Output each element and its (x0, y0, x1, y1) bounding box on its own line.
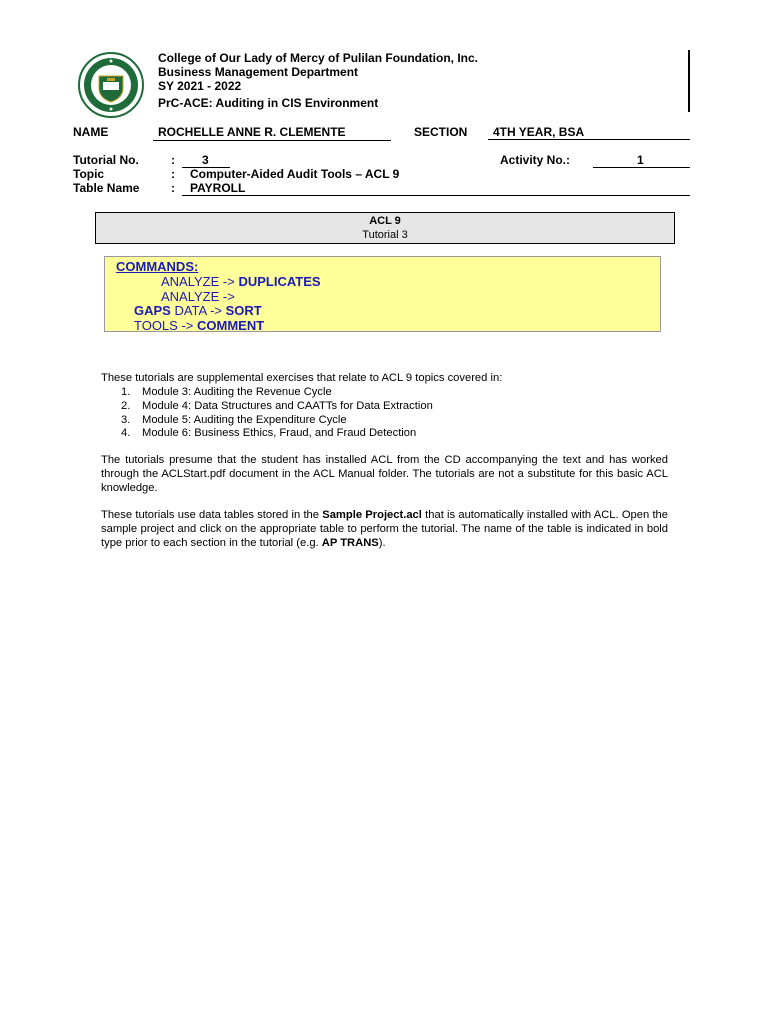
institution-name: College of Our Lady of Mercy of Pulilan Foundation, Inc. (158, 51, 479, 65)
list-item-text: Module 3: Auditing the Revenue Cycle (142, 386, 332, 398)
section-value: 4TH YEAR, BSA (493, 125, 585, 139)
table-name-label: Table Name (73, 181, 140, 195)
command-line-1-text: ANALYZE -> (161, 274, 239, 289)
list-item-number: 3. (121, 413, 131, 426)
department-name: Business Management Department (158, 65, 359, 79)
tutorial-value: 3 (202, 153, 209, 167)
para3-text-a: These tutorials use data tables stored in the (101, 509, 323, 521)
command-duplicates: DUPLICATES (238, 274, 321, 289)
list-item (121, 386, 433, 400)
para3-text-b: that is automatically installed with ACL. Open the sample project and click on the appropriate table to perform the tutorial. The name of the table is indicated in bold type prior to each section in the tutorial (e.g. (101, 509, 668, 549)
topic-value: Computer-Aided Audit Tools – ACL 9 (190, 167, 400, 181)
command-line-4-text: TOOLS -> (134, 318, 197, 333)
table-name-colon: : (171, 181, 175, 195)
list-item (121, 414, 433, 428)
command-comment: COMMENT (196, 318, 265, 333)
topic-colon: : (171, 167, 175, 181)
command-line-3-text: DATA -> (170, 303, 226, 318)
command-line-1 (161, 274, 321, 289)
command-line-2: ANALYZE -> (161, 289, 235, 304)
topic-label: Topic (73, 167, 105, 181)
command-gaps: GAPS (134, 303, 171, 318)
presumption-paragraph: The tutorials presume that the student has installed ACL from the CD accompanying the text and has worked through the ACLStart.pdf document in the ACL Manual folder. The tutorials are not a substitute for this basic ACL knowledge. (101, 454, 668, 494)
name-label: NAME (73, 125, 109, 139)
tutorial-label: Tutorial No. (73, 153, 139, 167)
ap-trans-example: AP TRANS (321, 536, 379, 549)
activity-label: Activity No.: (500, 153, 571, 167)
intro-text: These tutorials are supplemental exercises that relate to ACL 9 topics covered in: (101, 372, 503, 384)
commands-box (104, 256, 661, 332)
acl-subtitle: Tutorial 3 (362, 229, 408, 241)
activity-underline (593, 167, 690, 168)
college-seal-logo (78, 52, 144, 118)
section-underline (488, 139, 690, 140)
data-tables-paragraph (101, 509, 668, 550)
module-list (121, 386, 433, 441)
list-item (121, 427, 433, 441)
command-line-3 (134, 303, 262, 318)
list-item-text: Module 6: Business Ethics, Fraud, and Fraud Detection (142, 427, 417, 440)
activity-value: 1 (637, 153, 644, 167)
name-underline (153, 140, 391, 141)
para3-text-c: ). (378, 536, 386, 549)
commands-heading: COMMANDS: (116, 259, 199, 274)
list-item-number: 2. (121, 399, 131, 412)
command-sort: SORT (225, 303, 262, 318)
acl-title-box (95, 212, 675, 244)
school-year: SY 2021 - 2022 (158, 79, 242, 93)
command-line-4 (134, 318, 264, 333)
list-item-text: Module 4: Data Structures and CAATTs for Data Extraction (142, 399, 433, 412)
name-value: ROCHELLE ANNE R. CLEMENTE (158, 125, 346, 139)
table-name-underline (182, 195, 690, 196)
header-divider (688, 50, 690, 112)
sample-project-name: Sample Project.acl (322, 509, 422, 521)
section-label: SECTION (414, 125, 468, 139)
table-name-value: PAYROLL (190, 181, 246, 195)
tutorial-colon: : (171, 153, 175, 167)
course-title: PrC-ACE: Auditing in CIS Environment (158, 96, 379, 110)
list-item-number: 4. (121, 427, 131, 440)
list-item-number: 1. (121, 386, 131, 398)
list-item-text: Module 5: Auditing the Expenditure Cycle (142, 413, 347, 426)
list-item (121, 400, 433, 414)
acl-title: ACL 9 (369, 215, 401, 227)
